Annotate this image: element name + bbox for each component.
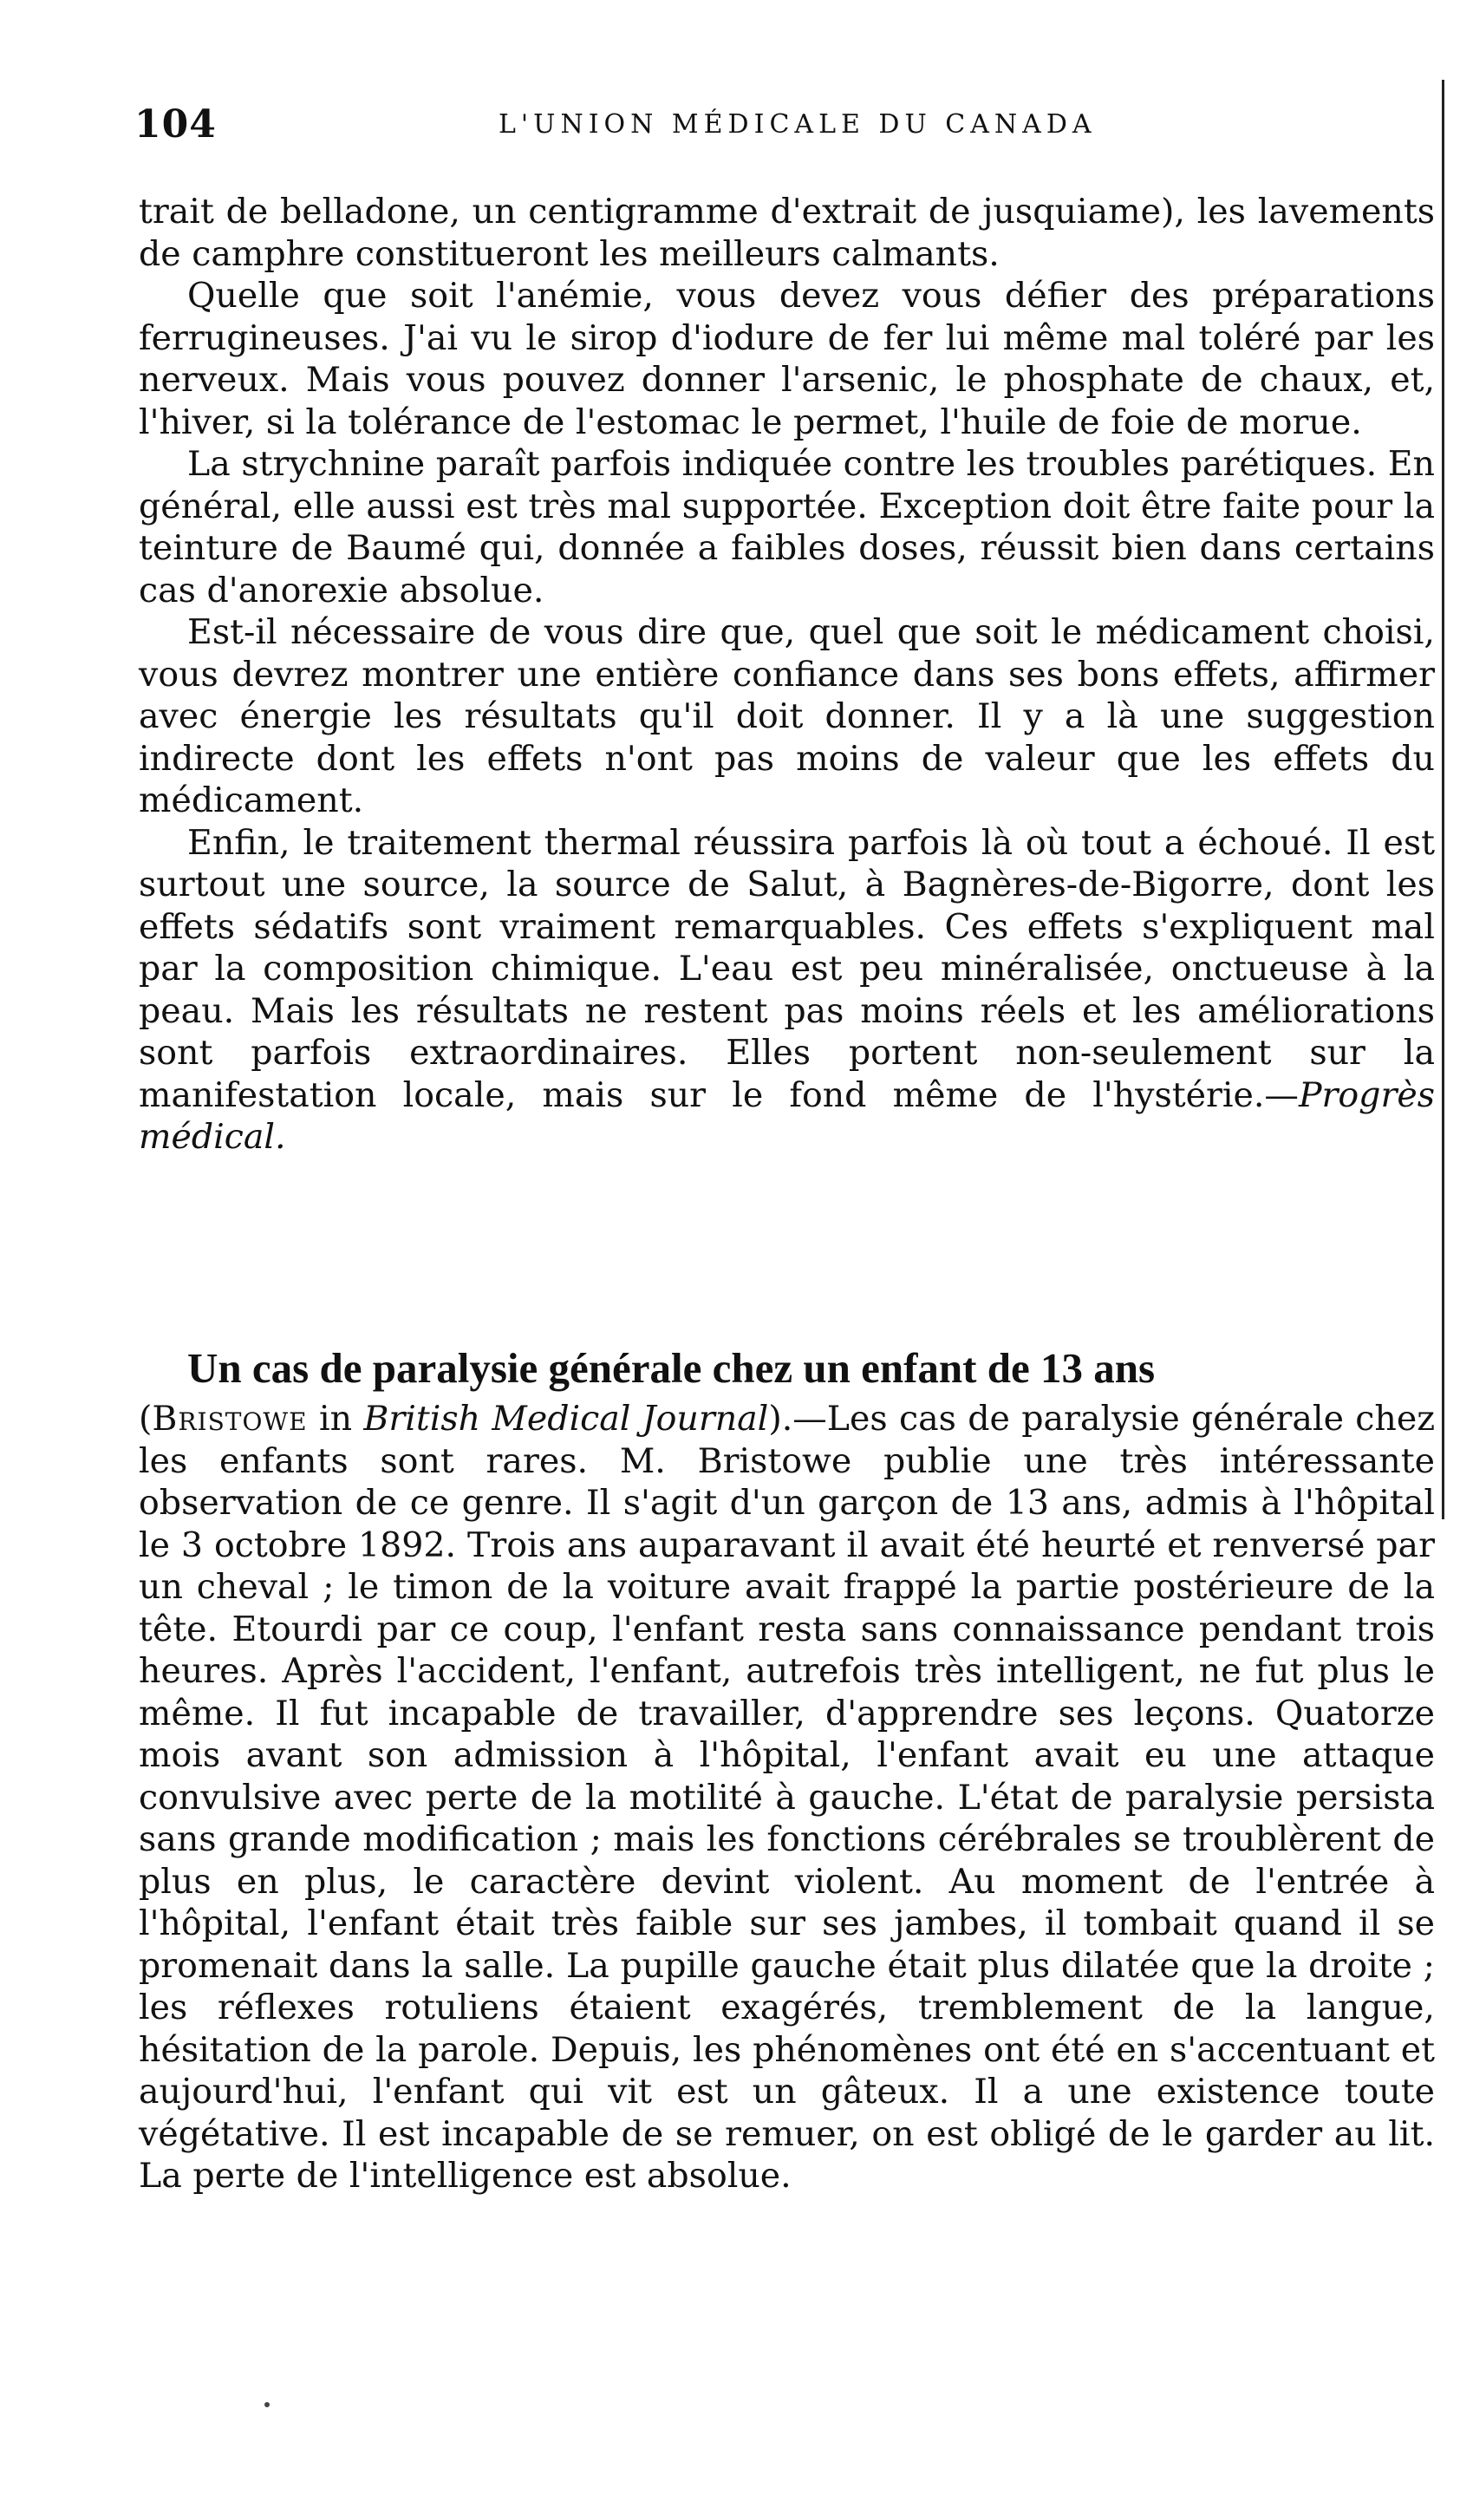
paragraph: trait de belladone, un centigramme d'extrait de jusquiame), les lavements de camphre constitueront les meilleurs calmants. (139, 192, 1435, 274)
paragraph-text: Enfin, le traitement thermal réussira parfois là où tout a échoué. Il est surtout une source, la source de Salut, à Bagnères-de-Bigorre, dont les effets sédatifs sont vraiment remarquables. Ces effets s'expliquent mal par la composition chimique. L'eau est peu minéralisée, onctueuse à la peau. Mais les résultats ne restent pas moins réels et les améliorations sont parfois extraordinaires. Elles portent non-seulement sur la manifestation locale, mais sur le fond même de l'hystérie.— (139, 822, 1435, 1115)
article-continuation (139, 191, 1435, 1159)
source-citation: Progrès médical. (139, 1074, 1435, 1157)
in-word: in (307, 1399, 364, 1439)
journal-title: L'UNION MÉDICALE DU CANADA (499, 109, 1097, 140)
journal-name: British Medical Journal (363, 1399, 769, 1439)
author-name: Bristowe (152, 1399, 308, 1439)
margin-rule (1442, 80, 1444, 1519)
ink-speck (264, 2402, 270, 2407)
page-number: 104 (134, 102, 217, 147)
paragraph: La strychnine paraît parfois indiquée contre les troubles parétiques. En général, elle aussi est très mal supportée. Exception doit être faite pour la teinture de Baumé qui, donnée a faibles doses, réussit bien dans certains cas d'anorexie absolue. (139, 444, 1435, 610)
article-text: ).—Les cas de paralysie générale chez les enfants sont rares. M. Bristowe publie une très intéressante observation de ce genre. Il s'agit d'un garçon de 13 ans, admis à l'hôpital le 3 octobre 1892. Trois ans auparavant il avait été heurté et renversé par un cheval ; le timon de la voiture avait frappé la partie postérieure de la tête. Etourdi par ce coup, l'enfant resta sans connaissance pendant trois heures. Après l'accident, l'enfant, autrefois très intelligent, ne fut plus le même. Il fut incapable de travailler, d'apprendre ses leçons. Quatorze mois avant son admission à l'hôpital, l'enfant avait eu une attaque convulsive avec perte de la motilité à gauche. L'état de paralysie persista sans grande modification ; mais les fonctions cérébrales se troublèrent de plus en plus, le caractère devint violent. Au moment de l'entrée à l'hôpital, l'enfant était très faible sur ses jambes, il tombait quand il se promenait dans la salle. La pupille gauche était plus dilatée que la droite ; les réflexes rotuliens étaient exagérés, tremblement de la langue, hésitation de la parole. Depuis, les phénomènes ont été en s'accentuant et aujourd'hui, l'enfant qui vit est un gâteux. Il a une existence toute végétative. Il est incapable de se remuer, on est obligé de le garder au lit. La perte de l'intelligence est absolue. (139, 1399, 1436, 2196)
running-head (134, 102, 1439, 154)
open-paren: ( (139, 1399, 153, 1439)
article-section (139, 1344, 1435, 2197)
paragraph: Quelle que soit l'anémie, vous devez vous défier des préparations ferrugineuses. J'ai vu le sirop d'iodure de fer lui même mal toléré par les nerveux. Mais vous pouvez donner l'arsenic, le phosphate de chaux, et, l'hiver, si la tolérance de l'estomac le permet, l'huile de foie de morue. (139, 276, 1435, 442)
paragraph (139, 822, 1435, 1159)
article-body (139, 1398, 1435, 2197)
paragraph: Est-il nécessaire de vous dire que, quel que soit le médicament choisi, vous devrez montrer une entière confiance dans ses bons effets, affirmer avec énergie les résultats qu'il doit donner. Il y a là une suggestion indirecte dont les effets n'ont pas moins de valeur que les effets du médicament. (139, 612, 1435, 820)
article-title: Un cas de paralysie générale chez un enfant de 13 ans (187, 1344, 1156, 1392)
